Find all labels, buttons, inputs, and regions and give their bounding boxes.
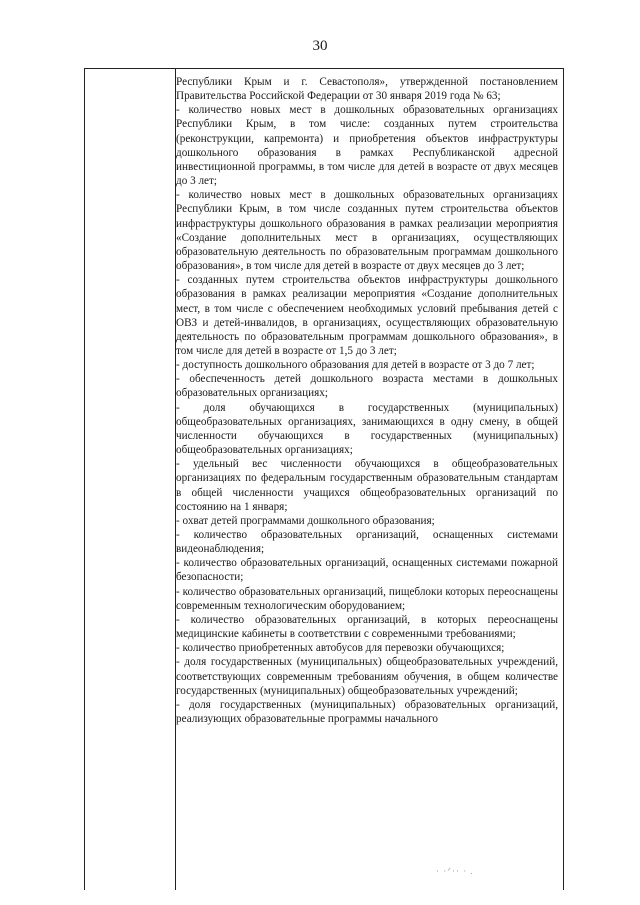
paragraph: - доля государственных (муниципальных) образовательных организаций, реализующих образовательные программы начального [176, 698, 558, 726]
paragraph: - доля государственных (муниципальных) общеобразовательных учреждений, соответствующих современным требованиям обучения, в общем количестве государственных (муниципальных) общеобразовательных учреждений; [176, 656, 558, 697]
paragraph: - количество образовательных организаций, пищеблоки которых переоснащены современным технологическим оборудованием; [176, 585, 558, 612]
paragraph: - удельный вес численности обучающихся в общеобразовательных организациях по федеральным государственным образовательным стандартам в общей численности учащихся общеобразовательных организаций по состоянию на 1 января; [176, 458, 558, 513]
paragraph: - созданных путем строительства объектов инфраструктуры дошкольного образования в рамках реализации мероприятия «Создание дополнительных мест, в том числе с обеспечением необходимых условий пребывания детей с ОВЗ и детей-инвалидов, в организациях, осуществляющих образовательную деятельность по образовательным программам дошкольного образования», в том числе для детей в возрасте от 1,5 до 3 лет; [176, 274, 558, 357]
paragraph: - доступность дошкольного образования для детей в возрасте от 3 до 7 лет; [176, 359, 535, 372]
paragraph: - количество новых мест в дошкольных образовательных организациях Республики Крым, в том числе: созданных путем строительства (реконструкции, капремонта) и приобретения объектов инфраструктуры дошкольного образования в рамках Республиканской адресной инвестиционной программы, в том числе для детей в возрасте от двух месяцев до 3 лет; [176, 104, 558, 188]
scan-smudge: · ·ᐟ·· · . [436, 866, 474, 876]
paragraph: - количество образовательных организаций, оснащенных системами видеонаблюдения; [176, 529, 558, 556]
paragraph: - доля обучающихся в государственных (муниципальных) общеобразовательных организациях, занимающихся в одну смену, в общей численности обучающихся в государственных (муниципальных) общеобразовательных организациях; [176, 401, 558, 457]
paragraph: - количество новых мест в дошкольных образовательных организациях Республики Крым, в том числе созданных путем строительства объектов инфраструктуры дошкольного образования в рамках реализации мероприятия «Создание дополнительных мест в организациях, осуществляющих образовательную деятельность по образовательным программам дошкольного образования», в том числе для детей в возрасте от двух месяцев до 3 лет; [176, 189, 558, 273]
paragraph: - количество образовательных организаций, в которых переоснащены медицинские кабинеты в соответствии с современными требованиями; [176, 613, 558, 641]
paragraph: - обеспеченность детей дошкольного возраста местами в дошкольных образовательных организациях; [176, 373, 558, 400]
paragraph: - охват детей программами дошкольного образования; [176, 514, 435, 527]
page-number: 30 [312, 38, 328, 54]
paragraph: - количество образовательных организаций, оснащенных системами пожарной безопасности; [176, 557, 558, 584]
paragraph: Республики Крым и г. Севастополя», утвержденной постановлением Правительства Российской Федерации от 30 января 2019 года № 63; [176, 76, 558, 103]
paragraph: - количество приобретенных автобусов для перевозки обучающихся; [176, 642, 505, 655]
table-cell-content [176, 75, 558, 726]
